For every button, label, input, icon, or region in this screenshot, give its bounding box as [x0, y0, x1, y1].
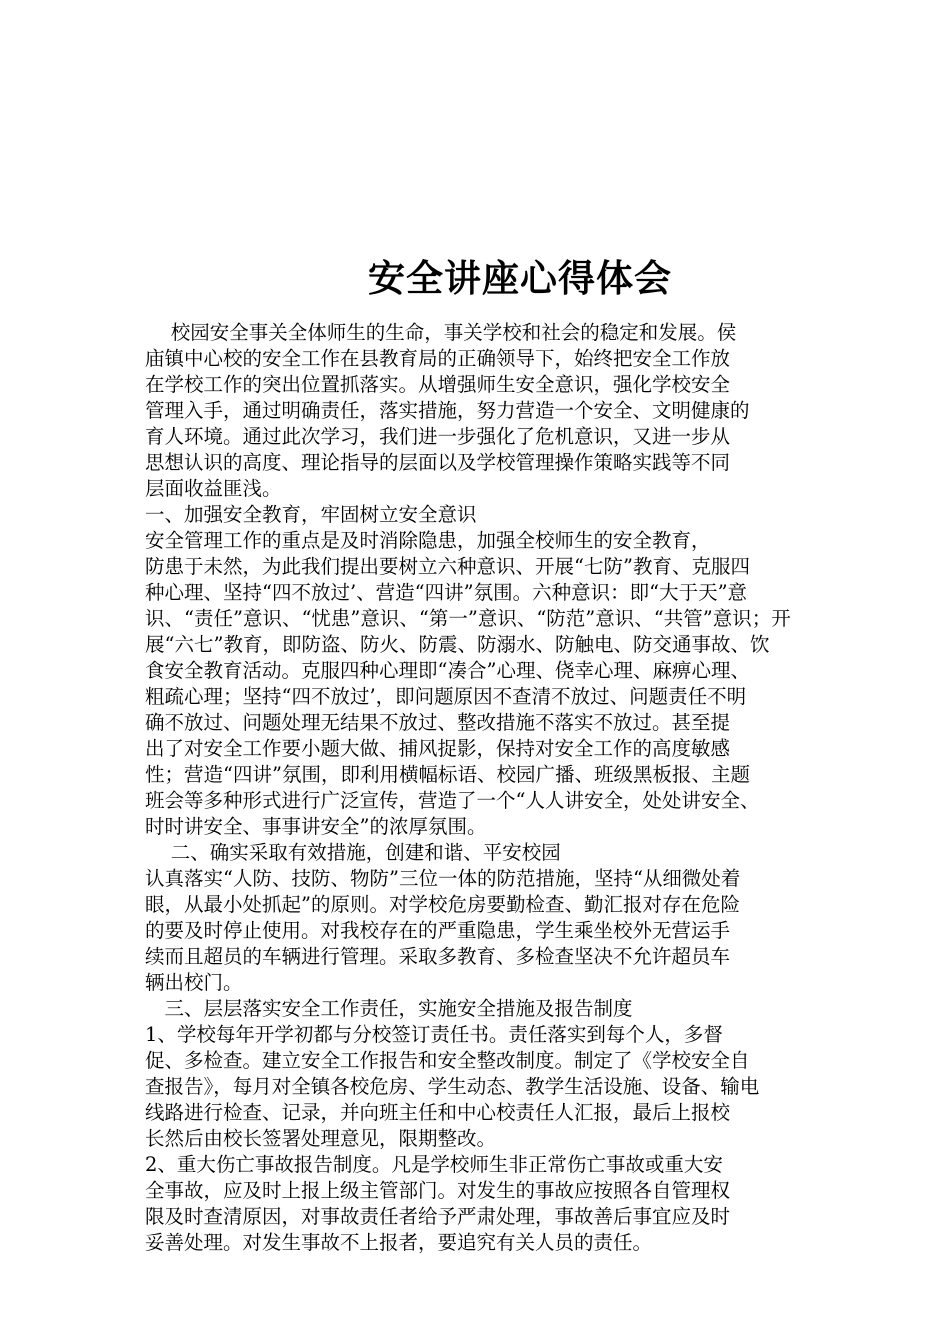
paragraph [145, 996, 815, 1022]
document-body [145, 320, 815, 1256]
text-line: 促、多检查。建立安全工作报告和安全整改制度。制定了《学校安全自 [145, 1049, 750, 1072]
text-line: 全事故，应及时上报上级主管部门。对发生的事故应按照各自管理权 [145, 1179, 731, 1202]
text-line: 的要及时停止使用。对我校存在的严重隐患，学生乘坐校外无营运手 [145, 919, 731, 942]
text-line: 辆出校门。 [145, 971, 243, 994]
text-line: 眼，从最小处抓起”的原则。对学校危房要勤检查、勤汇报对存在危险 [145, 893, 740, 916]
text-line: 时时讲安全、事事讲安全”的浓厚氛围。 [145, 815, 487, 838]
page-title [0, 248, 950, 302]
text-line: 确不放过、问题处理无结果不放过、整改措施不落实不放过。甚至提 [145, 711, 731, 734]
text-line: 查报告》，每月对全镇各校危房、学生动态、教学生活设施、设备、输电 [145, 1075, 760, 1098]
text-line: 妥善处理。对发生事故不上报者，要追究有关人员的责任。 [145, 1231, 653, 1254]
text-line: 2、重大伤亡事故报告制度。凡是学校师生非正常伤亡事故或重大安 [145, 1153, 723, 1176]
paragraph [145, 528, 815, 840]
paragraph [145, 866, 815, 996]
text-line: 班会等多种形式进行广泛宣传，营造了一个“人人讲安全，处处讲安全、 [145, 789, 760, 812]
paragraph [145, 1022, 815, 1152]
text-line: 安全管理工作的重点是及时消除隐患，加强全校师生的安全教育， [145, 529, 711, 552]
text-line: 种心理、坚持“四不放过’、营造“四讲”氛围。六种意识：即“大于天”意 [145, 581, 748, 604]
text-line: 在学校工作的突出位置抓落实。从增强师生安全意识，强化学校安全 [145, 373, 731, 396]
text-line: 防患于未然，为此我们提出要树立六种意识、开展“七防”教育、克服四 [145, 555, 750, 578]
text-line: 展“六七”教育，即防盗、防火、防震、防溺水、防触电、防交通事故、饮 [145, 633, 770, 656]
text-line: 思想认识的高度、理论指导的层面以及学校管理操作策略实践等不同 [145, 451, 731, 474]
text-line: 二、确实采取有效措施，创建和谐、平安校园 [145, 841, 561, 864]
text-line: 出了对安全工作要小题大做、捕风捉影，保持对安全工作的高度敏感 [145, 737, 731, 760]
paragraph [145, 320, 815, 502]
paragraph [145, 840, 815, 866]
text-line: 长然后由校长签署处理意见，限期整改。 [145, 1127, 497, 1150]
text-line: 识、“责任”意识、“忧患”意识、“第一”意识、“防范”意识、“共管”意识；开 [145, 607, 791, 630]
text-line: 粗疏心理；坚持“四不放过’，即问题原因不查清不放过、问题责任不明 [145, 685, 747, 708]
text-line: 管理入手，通过明确责任，落实措施，努力营造一个安全、文明健康的 [145, 399, 750, 422]
text-line: 性；营造“四讲”氛围，即利用横幅标语、校园广播、班级黑板报、主题 [145, 763, 750, 786]
text-line: 庙镇中心校的安全工作在县教育局的正确领导下，始终把安全工作放 [145, 347, 731, 370]
text-line: 续而且超员的车辆进行管理。采取多教育、多检查坚决不允许超员车 [145, 945, 731, 968]
text-line: 一、加强安全教育，牢固树立安全意识 [145, 503, 477, 526]
text-line: 食安全教育活动。克服四种心理即“凑合”心理、侥幸心理、麻痹心理、 [145, 659, 750, 682]
text-line: 限及时查清原因，对事故责任者给予严肃处理，事故善后事宜应及时 [145, 1205, 731, 1228]
text-line: 育人环境。通过此次学习，我们进一步强化了危机意识，又进一步从 [145, 425, 731, 448]
text-line: 认真落实“人防、技防、物防”三位一体的防范措施，坚持“从细微处着 [145, 867, 741, 890]
paragraph [145, 1152, 815, 1256]
title-text: 安全讲座心得体会 [368, 257, 672, 300]
paragraph [145, 502, 815, 528]
text-line: 线路进行检查、记录，并向班主任和中心校责任人汇报，最后上报校 [145, 1101, 731, 1124]
text-line: 三、层层落实安全工作责任，实施安全措施及报告制度 [145, 997, 633, 1020]
text-line: 层面收益匪浅。 [145, 477, 282, 500]
text-line: 校园安全事关全体师生的生命，事关学校和社会的稳定和发展。侯 [145, 321, 737, 344]
text-line: 1、学校每年开学初都与分校签订责任书。责任落实到每个人，多督 [145, 1023, 723, 1046]
